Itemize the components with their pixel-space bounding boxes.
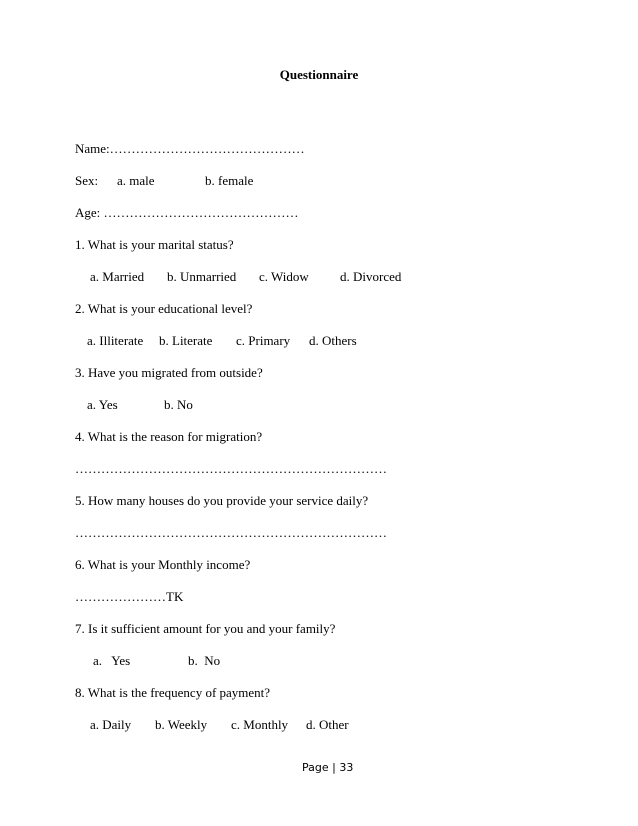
question-2-option-d: d. Others (309, 333, 357, 348)
question-2-option-c: c. Primary (236, 333, 291, 348)
age-field: Age: ……………………………………… (75, 205, 299, 220)
question-2-option-b: b. Literate (159, 333, 213, 348)
page-title: Questionnaire (279, 67, 359, 82)
question-7-option-a: a. Yes (93, 653, 131, 668)
question-3: 3. Have you migrated from outside? (75, 365, 263, 380)
question-1: 1. What is your marital status? (75, 237, 234, 252)
question-8-option-d: d. Other (306, 717, 349, 732)
question-6-answer-line: …………………TK (75, 589, 184, 604)
question-1-option-a: a. Married (90, 269, 145, 284)
sex-option-female: b. female (205, 173, 254, 188)
question-2: 2. What is your educational level? (75, 301, 253, 316)
sex-label: Sex: (75, 173, 99, 188)
question-3-option-a: a. Yes (87, 397, 118, 412)
question-3-option-b: b. No (164, 397, 193, 412)
question-4-answer-line: ……………………………………………………………… (75, 461, 387, 476)
question-1-option-b: b. Unmarried (167, 269, 237, 284)
question-5-answer-line: ……………………………………………………………… (75, 525, 387, 540)
question-8: 8. What is the frequency of payment? (75, 685, 271, 700)
question-5: 5. How many houses do you provide your service daily? (75, 493, 369, 508)
question-1-option-c: c. Widow (259, 269, 309, 284)
name-field: Name:……………………………………… (75, 141, 305, 156)
question-8-option-a: a. Daily (90, 717, 132, 732)
question-4: 4. What is the reason for migration? (75, 429, 263, 444)
question-8-option-c: c. Monthly (231, 717, 289, 732)
question-8-option-b: b. Weekly (155, 717, 208, 732)
question-7-option-b: b. No (188, 653, 221, 668)
question-1-option-d: d. Divorced (340, 269, 402, 284)
question-2-option-a: a. Illiterate (87, 333, 144, 348)
sex-option-male: a. male (117, 173, 155, 188)
page-number-footer: Page | 33 (302, 761, 354, 774)
question-7: 7. Is it sufficient amount for you and your family? (75, 621, 336, 636)
question-6: 6. What is your Monthly income? (75, 557, 251, 572)
